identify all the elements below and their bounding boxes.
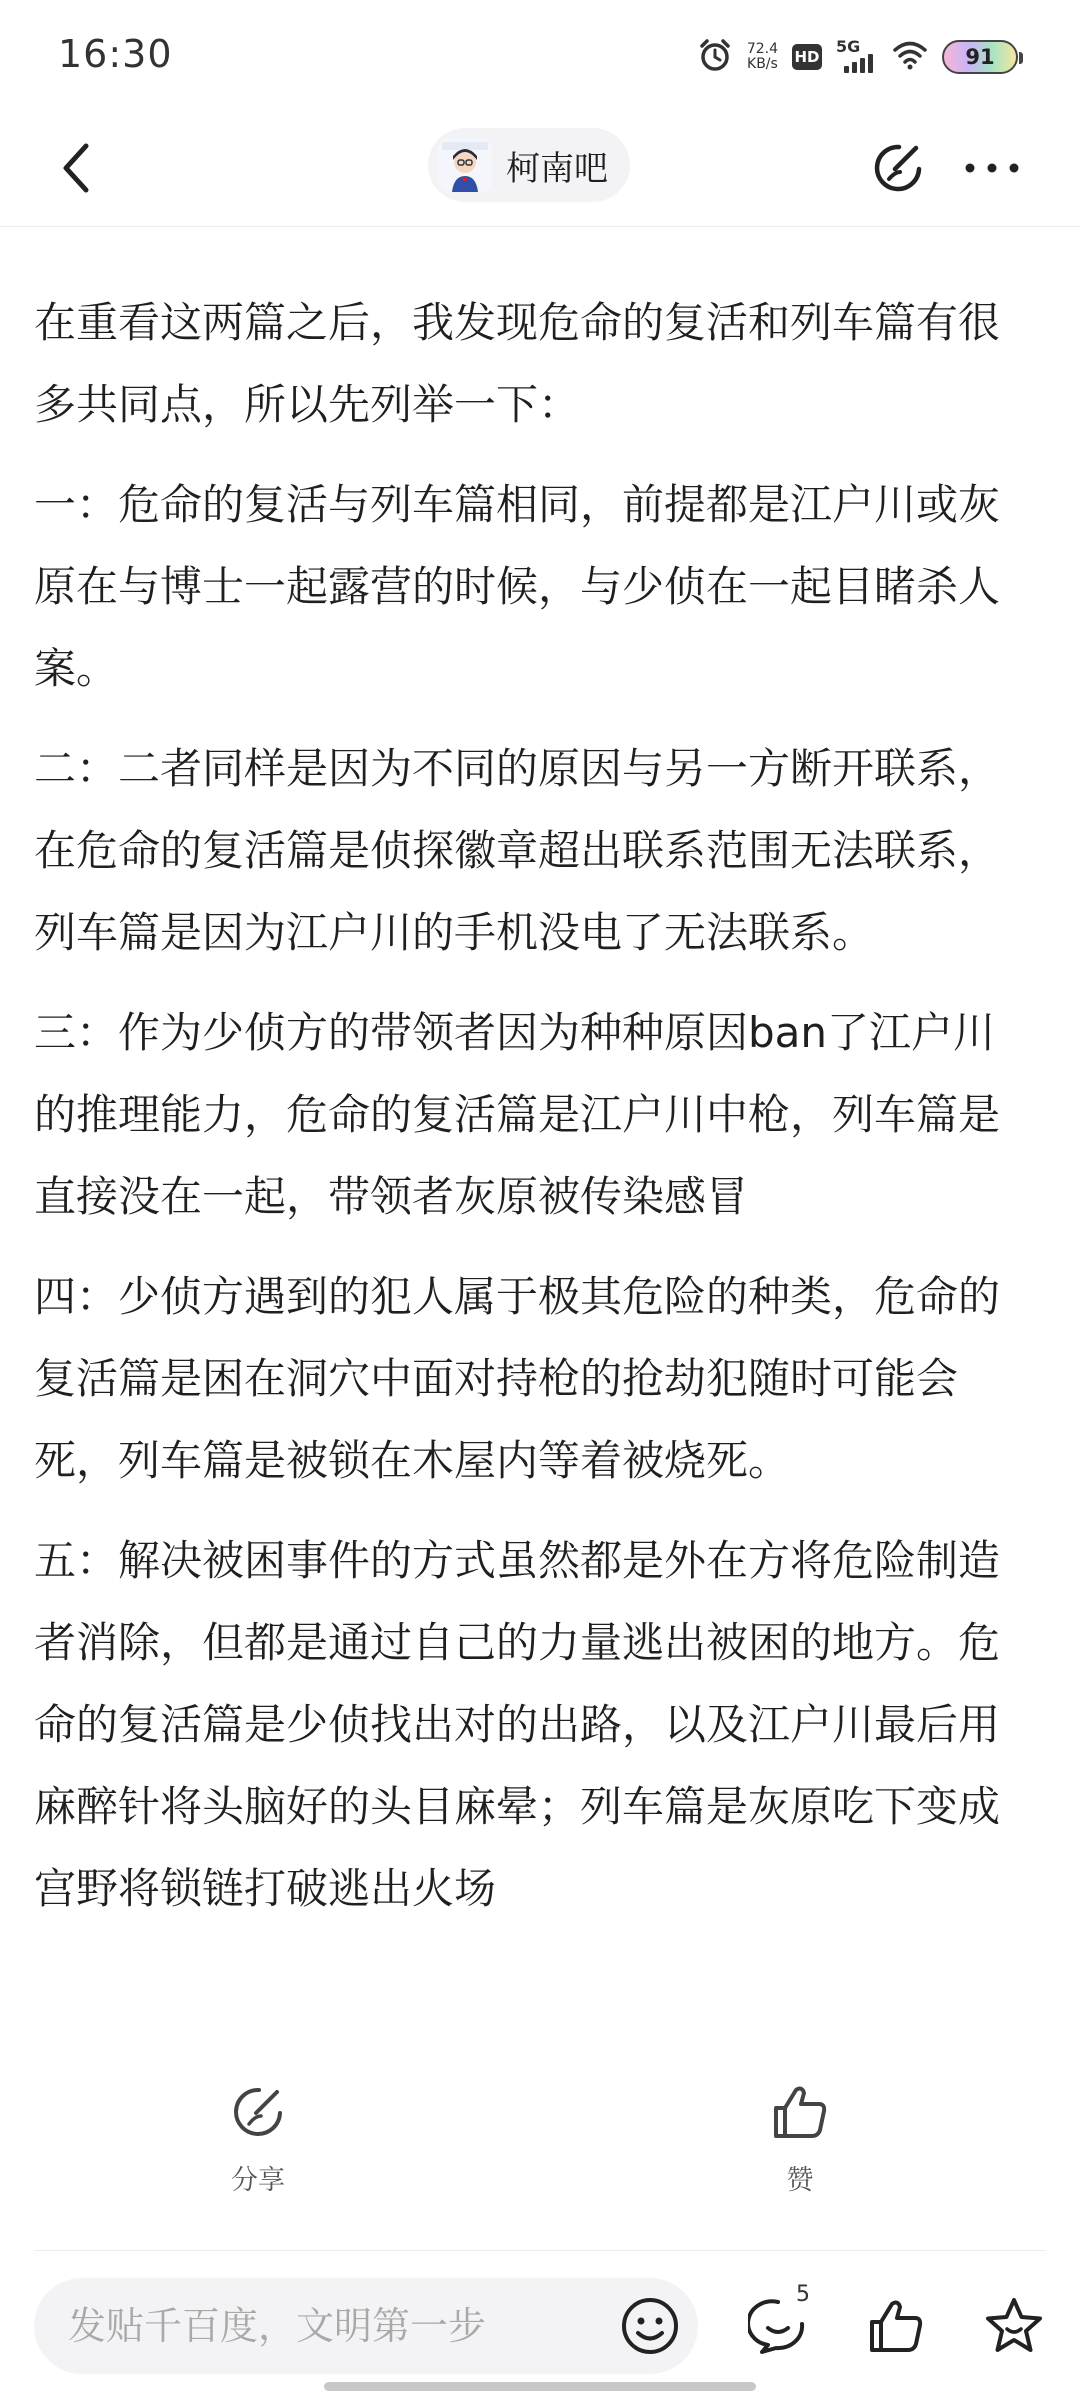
alarm-icon <box>697 37 733 77</box>
post-paragraph: 一：危命的复活与列车篇相同，前提都是江户川或灰原在与博士一起露营的时候，与少侦在一起目睹杀人案。 <box>34 480 1001 693</box>
signal-5g-icon <box>836 37 878 77</box>
status-time: 16:30 <box>58 32 173 76</box>
battery-icon: 91 <box>942 40 1018 74</box>
post-content <box>34 282 1034 1948</box>
forum-name: 柯南吧 <box>506 148 608 189</box>
reply-input-wrapper[interactable] <box>34 2278 698 2374</box>
network-label: 5G <box>836 37 861 56</box>
share-icon <box>228 2082 288 2142</box>
net-speed <box>747 42 778 72</box>
emoji-button[interactable] <box>612 2288 688 2364</box>
status-bar <box>0 0 1080 110</box>
status-icons <box>697 34 1018 80</box>
forum-chip[interactable] <box>428 128 630 202</box>
comment-count: 5 <box>796 2282 810 2307</box>
net-speed-unit: KB/s <box>747 56 778 72</box>
thumbs-up-icon <box>770 2082 830 2142</box>
edit-post-button[interactable] <box>862 132 934 204</box>
reply-input[interactable] <box>66 2303 590 2349</box>
like-button[interactable] <box>770 2082 830 2197</box>
more-button[interactable] <box>952 132 1032 204</box>
post-paragraph: 二：二者同样是因为不同的原因与另一方断开联系，在危命的复活篇是侦探徽章超出联系范围无法联系，列车篇是因为江户川的手机没电了无法联系。 <box>34 744 1001 957</box>
bottom-bar <box>0 2252 1080 2400</box>
post-paragraph: 在重看这两篇之后，我发现危命的复活和列车篇有很多共同点，所以先列举一下： <box>34 298 1001 429</box>
back-icon <box>56 140 96 196</box>
nav-bar <box>0 110 1080 227</box>
emoji-icon <box>620 2296 680 2356</box>
like-icon <box>866 2296 926 2356</box>
home-indicator[interactable] <box>324 2382 756 2391</box>
post-paragraph: 五：解决被困事件的方式虽然都是外在方将危险制造者消除，但都是通过自己的力量逃出被困的地方。危命的复活篇是少侦找出对的出路，以及江户川最后用麻醉针将头脑好的头目麻晕；列车篇是灰原吃下变成宫野将锁链打破逃出火场 <box>34 1536 1001 1913</box>
like-label: 赞 <box>786 2165 814 2196</box>
hd-icon: HD <box>792 44 822 70</box>
favorite-icon <box>983 2296 1045 2356</box>
divider <box>34 2250 1046 2251</box>
share-label: 分享 <box>231 2165 285 2196</box>
more-icon <box>962 162 1022 174</box>
edit-icon <box>869 139 927 197</box>
forum-avatar <box>438 138 492 192</box>
wifi-icon <box>892 40 928 74</box>
back-button[interactable] <box>40 132 112 204</box>
share-button[interactable] <box>228 2082 288 2197</box>
net-speed-value: 72.4 <box>746 41 778 57</box>
post-paragraph: 三：作为少侦方的带领者因为种种原因ban了江户川的推理能力，危命的复活篇是江户川中枪，列车篇是直接没在一起，带领者灰原被传染感冒 <box>34 1008 1001 1221</box>
favorite-button[interactable] <box>976 2288 1052 2364</box>
post-paragraph: 四：少侦方遇到的犯人属于极其危险的种类，危命的复活篇是困在洞穴中面对持枪的抢劫犯随时可能会死，列车篇是被锁在木屋内等着被烧死。 <box>34 1272 1001 1485</box>
like-post-button[interactable] <box>858 2288 934 2364</box>
comment-button[interactable] <box>740 2282 816 2364</box>
